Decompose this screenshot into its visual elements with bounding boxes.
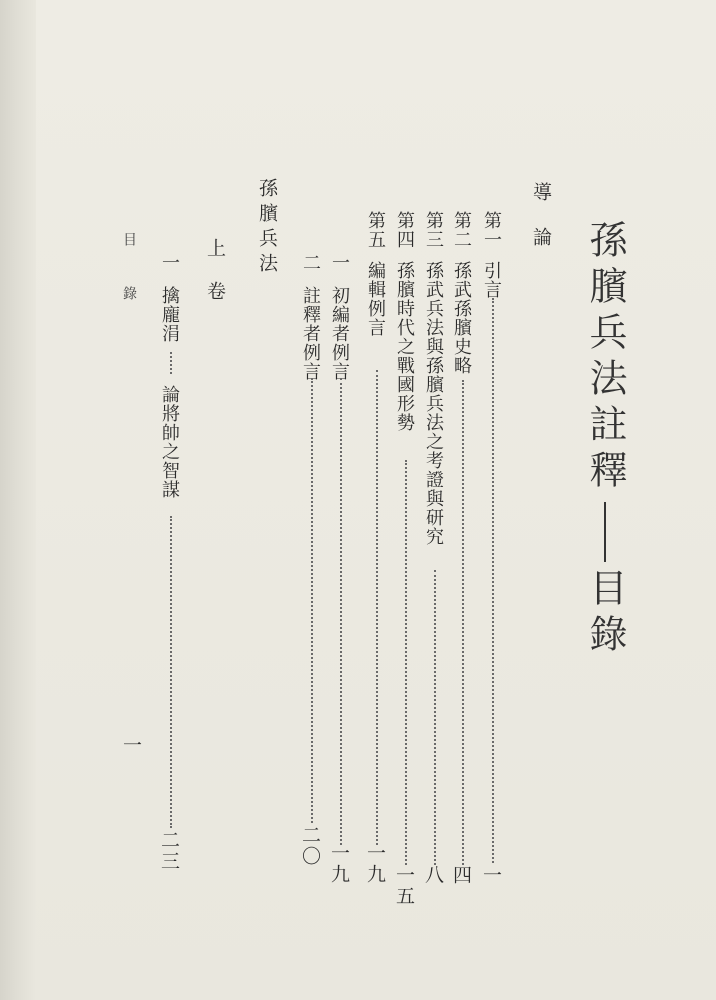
toc-entry-2: 第二孫武孫臏史略: [451, 211, 472, 375]
toc-entry-5: 第五編輯例言: [365, 211, 386, 337]
running-header: 目錄: [121, 232, 137, 340]
page-number: 一五: [393, 865, 415, 907]
toc-entry-3: 第三孫武兵法與孫臏兵法之考證與研究: [423, 211, 444, 546]
folio: 一: [120, 735, 142, 756]
toc-entry-1: 第一引言: [481, 211, 502, 299]
toc-subentry-2: 二註釋者例言: [300, 253, 321, 381]
section-heading-sunbin: 孫臏兵法: [256, 178, 278, 278]
toc-subentry-1: 一初編者例言: [329, 253, 350, 381]
toc-chapter-1: 一擒龐涓: [159, 253, 180, 343]
page-number: 八: [422, 865, 444, 886]
page-number: 二〇: [299, 825, 321, 867]
leader-dots: [462, 380, 464, 865]
leader-dots: [340, 378, 342, 845]
toc-entry-4: 第四孫臏時代之戰國形勢: [394, 211, 415, 432]
title-main: 孫臏兵法註釋: [583, 220, 627, 496]
chapter-subtitle: 論將帥之智謀: [159, 385, 180, 499]
title-sub: 目錄: [583, 568, 627, 660]
page-title: [583, 220, 627, 660]
leader-dots: [170, 352, 172, 374]
leader-dots: [434, 570, 436, 865]
page-number: 二三: [158, 830, 180, 872]
leader-dots: [170, 516, 172, 828]
page-gutter: [0, 0, 36, 1000]
page-number: 四: [450, 865, 472, 886]
section-heading-daolun: 導論: [530, 182, 552, 272]
leader-dots: [492, 298, 494, 863]
page-number: 一: [480, 865, 502, 886]
page-number: 一九: [364, 843, 386, 885]
title-dash: [604, 502, 606, 562]
leader-dots: [376, 370, 378, 845]
leader-dots: [311, 378, 313, 823]
leader-dots: [405, 460, 407, 865]
volume-heading: 上卷: [204, 238, 226, 324]
page-number: 一九: [328, 843, 350, 885]
